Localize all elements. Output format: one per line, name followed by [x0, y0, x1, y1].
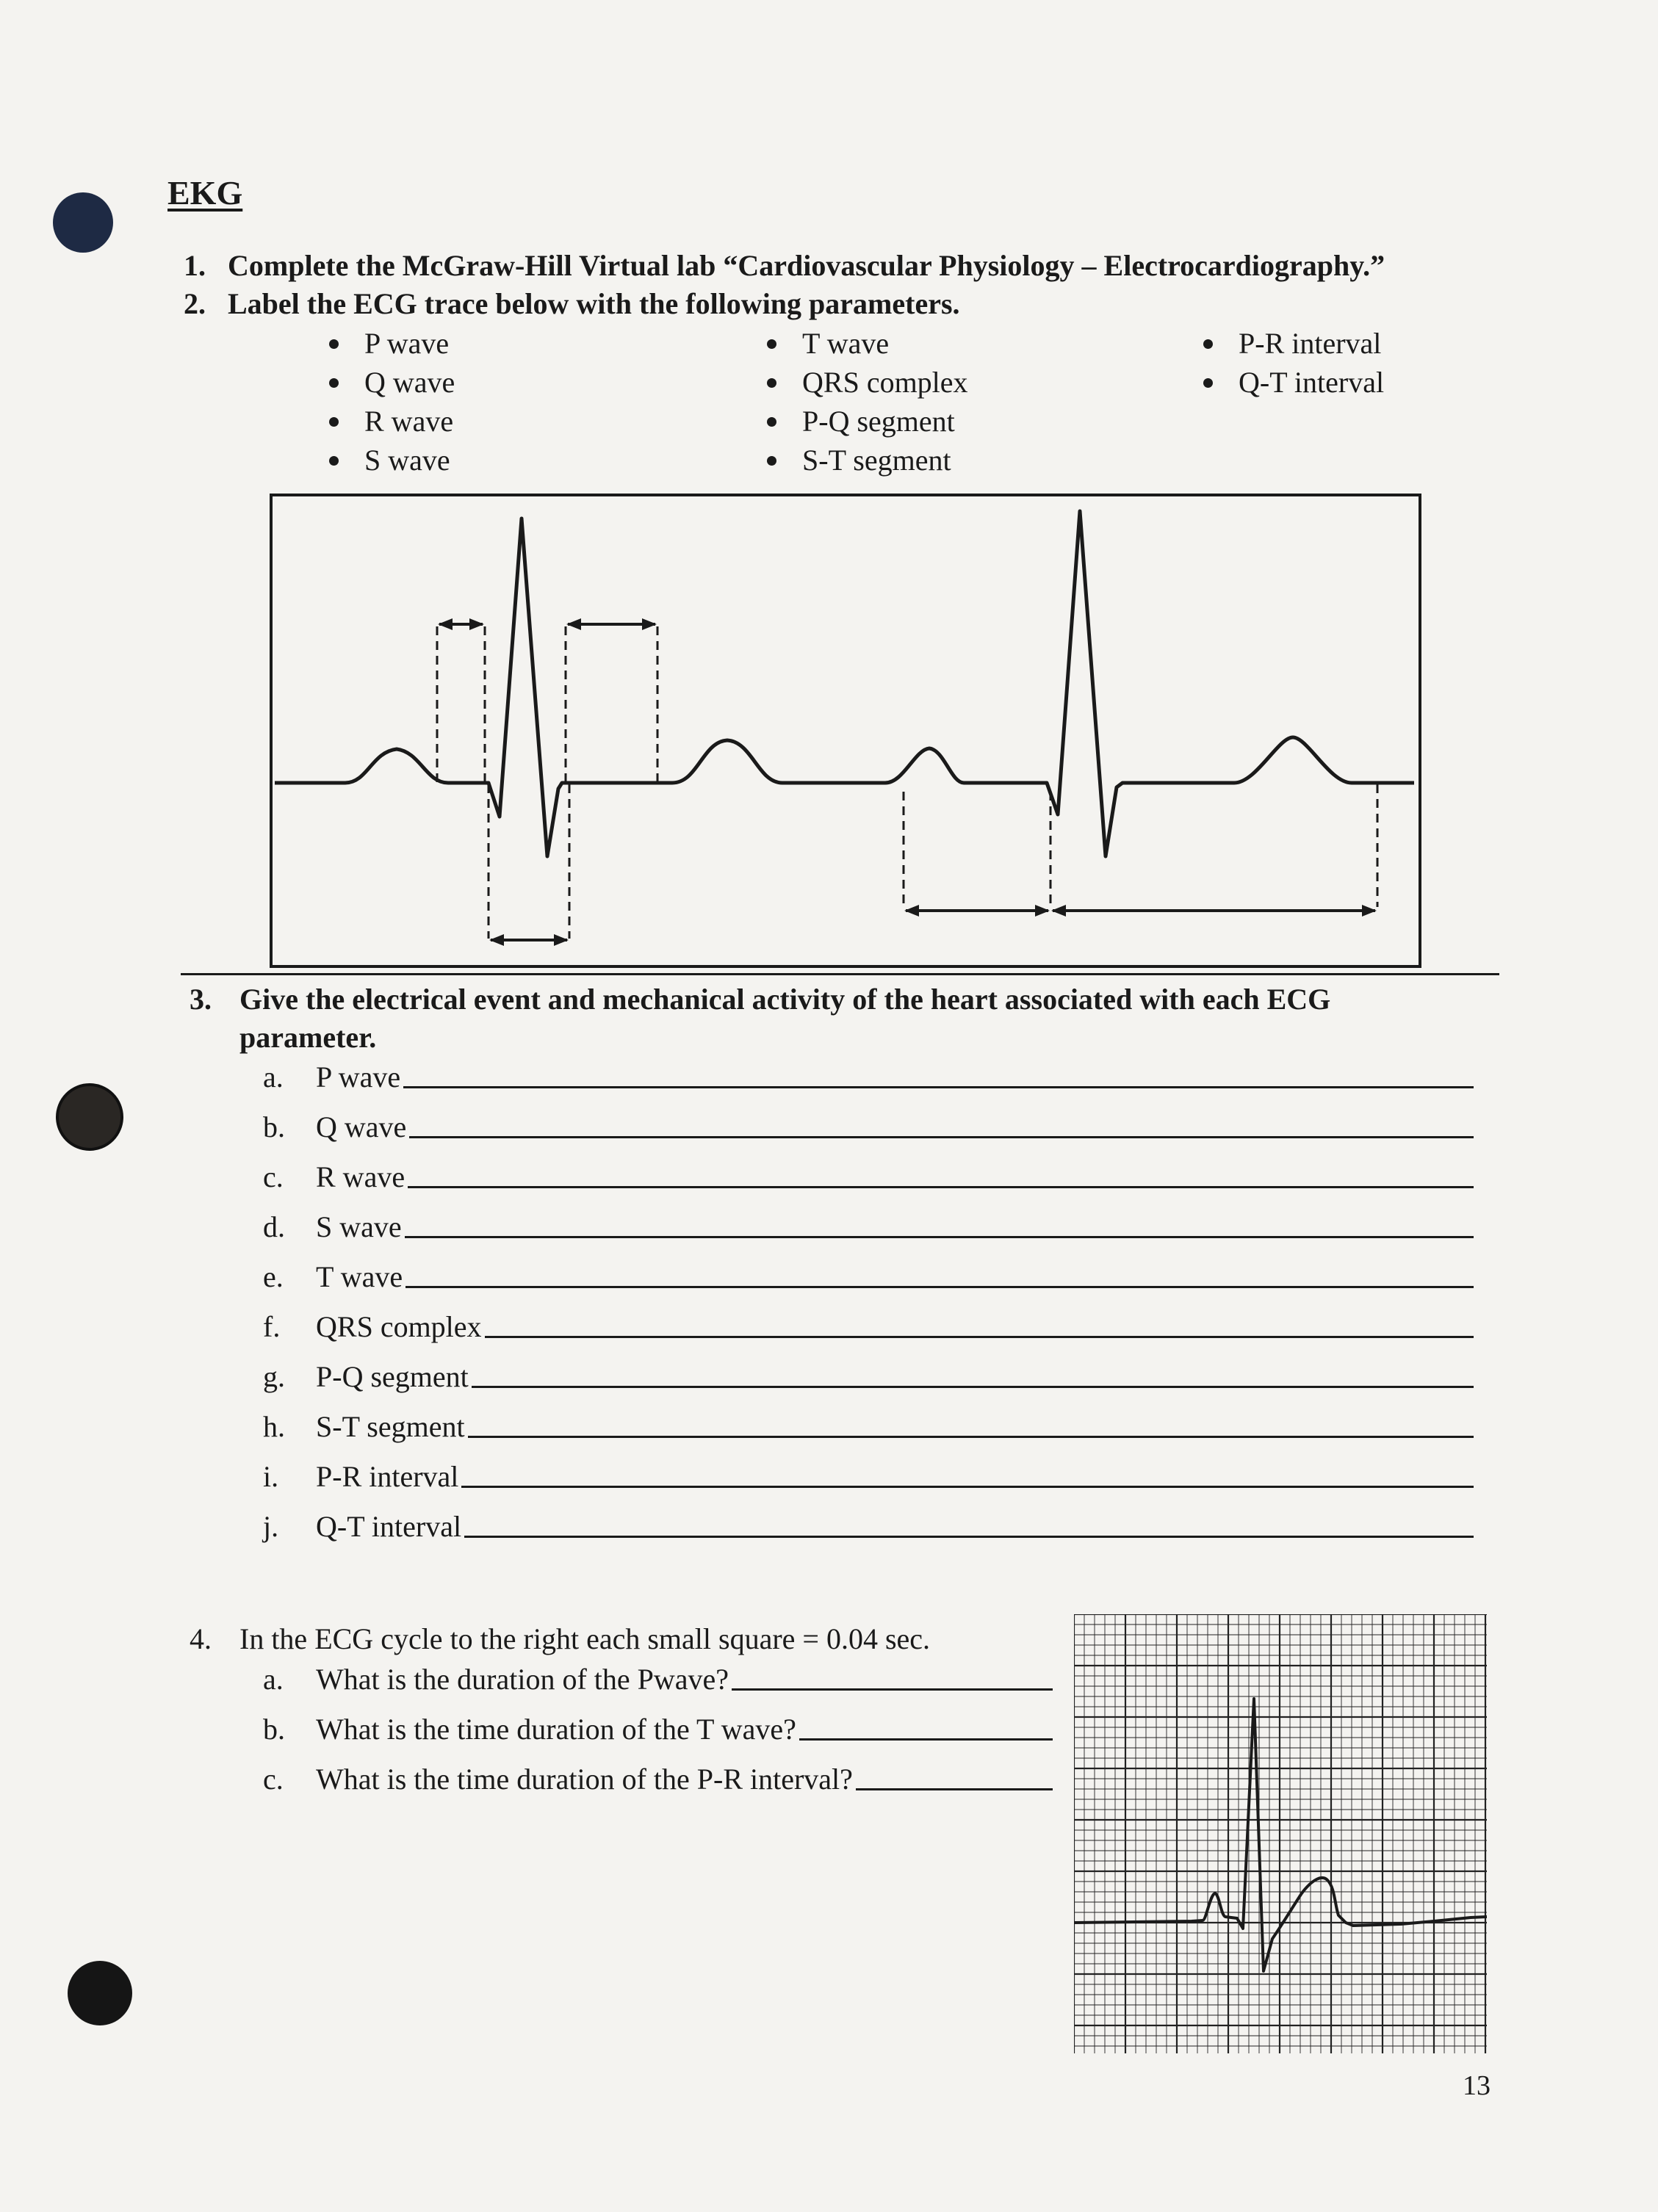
- parameter-list-col3: [1200, 324, 1384, 402]
- answer-line[interactable]: [409, 1136, 1474, 1138]
- diagram-frame: [271, 495, 1420, 966]
- parameter-list-col1: [326, 324, 455, 480]
- item-label: S-T segment: [316, 1410, 465, 1443]
- question-3-continued: [239, 1019, 376, 1057]
- list-item: P-Q segment: [764, 402, 968, 441]
- answer-row-qrs-complex: [263, 1303, 1474, 1344]
- answer-row-pq-segment: [263, 1353, 1474, 1394]
- instruction-text: Label the ECG trace below with the following parameters.: [228, 287, 960, 320]
- answer-row-t-wave: [263, 1253, 1474, 1294]
- answer-line[interactable]: [472, 1386, 1474, 1388]
- item-label: P wave: [316, 1060, 401, 1094]
- page-title: EKG: [167, 174, 243, 212]
- answer-row-r-wave: [263, 1153, 1474, 1194]
- answer-line[interactable]: [485, 1336, 1474, 1338]
- answer-line[interactable]: [406, 1286, 1474, 1288]
- item-label: Q wave: [316, 1110, 407, 1143]
- ecg-trace-diagram: [264, 491, 1440, 975]
- answer-line[interactable]: [403, 1086, 1474, 1088]
- list-item: P wave: [326, 324, 455, 363]
- item-letter: j.: [263, 1510, 279, 1543]
- item-label: QRS complex: [316, 1310, 482, 1343]
- ecg-grid-strip: [1074, 1614, 1487, 2053]
- instruction-text: Complete the McGraw-Hill Virtual lab “Cardiovascular Physiology – Electrocardiography.”: [228, 249, 1385, 282]
- question-number: 3.: [190, 983, 212, 1016]
- q4-row-a: [263, 1655, 1053, 1696]
- item-label: What is the time duration of the P-R interval?: [316, 1763, 853, 1796]
- item-letter: a.: [263, 1663, 284, 1696]
- item-letter: b.: [263, 1713, 285, 1746]
- list-item: R wave: [326, 402, 455, 441]
- answer-row-pr-interval: [263, 1453, 1474, 1494]
- question-text: In the ECG cycle to the right each small square = 0.04 sec.: [239, 1622, 931, 1655]
- section-divider: [181, 973, 1499, 975]
- list-item: S-T segment: [764, 441, 968, 480]
- item-label: R wave: [316, 1160, 406, 1193]
- answer-row-s-wave: [263, 1203, 1474, 1244]
- question-number: 4.: [190, 1622, 212, 1655]
- answer-line[interactable]: [856, 1788, 1053, 1790]
- instruction-2: [184, 285, 960, 323]
- list-item: S wave: [326, 441, 455, 480]
- item-letter: g.: [263, 1360, 285, 1393]
- item-letter: d.: [263, 1210, 285, 1243]
- binder-hole-top: [53, 192, 113, 253]
- ecg-waveform: [275, 511, 1414, 856]
- q4-row-c: [263, 1755, 1053, 1796]
- item-label: What is the time duration of the T wave?: [316, 1713, 796, 1746]
- item-letter: e.: [263, 1260, 284, 1293]
- item-label: P-R interval: [316, 1460, 459, 1493]
- binder-hole-bottom: [68, 1961, 132, 2025]
- answer-line[interactable]: [732, 1688, 1053, 1691]
- answer-row-q-wave: [263, 1103, 1474, 1144]
- item-letter: i.: [263, 1460, 279, 1493]
- question-4: [190, 1620, 930, 1658]
- list-item: Q-T interval: [1200, 363, 1384, 402]
- binder-hole-middle: [56, 1083, 123, 1151]
- item-label: T wave: [316, 1260, 403, 1293]
- item-letter: f.: [263, 1310, 281, 1343]
- item-letter: c.: [263, 1160, 284, 1193]
- list-item: P-R interval: [1200, 324, 1384, 363]
- answer-row-qt-interval: [263, 1503, 1474, 1544]
- question-3: [190, 980, 1330, 1019]
- list-item: QRS complex: [764, 363, 968, 402]
- item-letter: b.: [263, 1110, 285, 1143]
- answer-line[interactable]: [405, 1236, 1474, 1238]
- item-label: What is the duration of the Pwave?: [316, 1663, 729, 1696]
- item-letter: a.: [263, 1060, 284, 1094]
- answer-line[interactable]: [799, 1738, 1053, 1741]
- question-text: parameter.: [239, 1021, 377, 1054]
- instruction-number: 1.: [184, 249, 206, 282]
- item-label: P-Q segment: [316, 1360, 469, 1393]
- item-label: Q-T interval: [316, 1510, 462, 1543]
- parameter-list-col2: [764, 324, 968, 480]
- list-item: Q wave: [326, 363, 455, 402]
- answer-row-st-segment: [263, 1403, 1474, 1444]
- answer-line[interactable]: [461, 1486, 1474, 1488]
- answer-line[interactable]: [464, 1536, 1474, 1538]
- answer-line[interactable]: [408, 1186, 1474, 1188]
- list-item: T wave: [764, 324, 968, 363]
- question-text: Give the electrical event and mechanical activity of the heart associated with each ECG: [239, 983, 1331, 1016]
- answer-row-p-wave: [263, 1053, 1474, 1094]
- page-number: 13: [1463, 2070, 1491, 2101]
- instruction-number: 2.: [184, 287, 206, 320]
- answer-line[interactable]: [468, 1436, 1474, 1438]
- q4-row-b: [263, 1705, 1053, 1746]
- instruction-1: [184, 247, 1385, 285]
- item-letter: h.: [263, 1410, 285, 1443]
- item-label: S wave: [316, 1210, 402, 1243]
- item-letter: c.: [263, 1763, 284, 1796]
